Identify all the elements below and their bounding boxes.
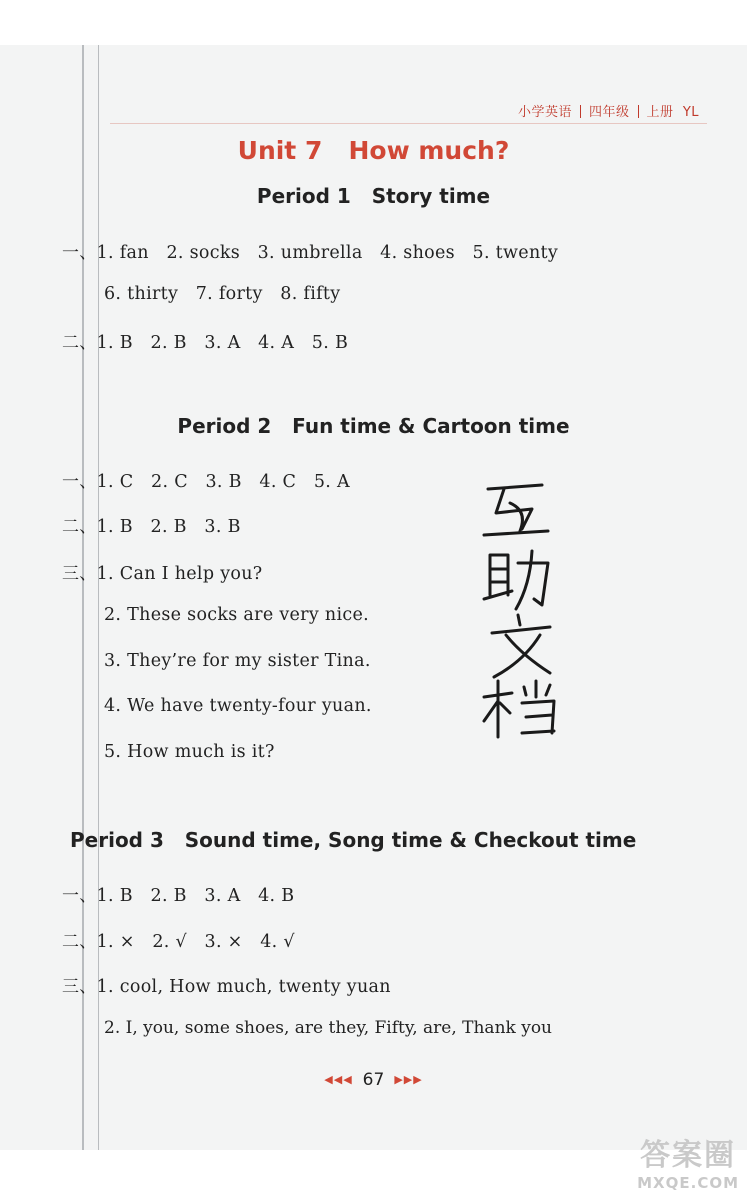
answer-line: [104, 696, 372, 716]
answer-text: 1. B 2. B 3. B: [96, 517, 241, 537]
header-edition: YL: [682, 105, 699, 120]
answer-line: [104, 651, 371, 671]
header-volume: 上册: [646, 105, 674, 120]
header-subject: 小学英语: [518, 105, 573, 120]
answer-text: 1. C 2. C 3. B 4. C 5. A: [96, 472, 350, 492]
answer-text: 1. Can I help you?: [96, 564, 263, 584]
answer-text: 1. × 2. √ 3. × 4. √: [96, 932, 295, 952]
section-marker: 三、: [62, 977, 97, 997]
answer-text: 2. These socks are very nice.: [104, 605, 369, 625]
section-marker: 一、: [62, 472, 97, 492]
answer-text: 2. I, you, some shoes, are they, Fifty, are, Thank you: [104, 1018, 553, 1038]
header-separator: [580, 105, 581, 118]
answer-text: 3. They’re for my sister Tina.: [104, 651, 371, 671]
answer-text: 1. fan 2. socks 3. umbrella 4. shoes 5. twenty: [96, 243, 559, 263]
period-3-title: Period 3 Sound time, Song time & Checkout time: [70, 828, 637, 852]
answer-line: [62, 512, 241, 537]
answer-text: 1. cool, How much, twenty yuan: [96, 977, 391, 997]
answer-text: 4. We have twenty-four yuan.: [104, 696, 372, 716]
page-footer: [0, 1070, 747, 1090]
answer-line: [62, 328, 348, 353]
answer-line: [62, 467, 350, 492]
answer-text: 1. B 2. B 3. A 4. B: [96, 886, 295, 906]
page-header: [518, 101, 699, 120]
period-2-title: Period 2 Fun time & Cartoon time: [177, 414, 570, 438]
section-marker: 三、: [62, 564, 97, 584]
watermark-top: 答案圈: [640, 1138, 737, 1173]
left-arrows-icon: ◀◀◀: [324, 1073, 353, 1086]
right-arrows-icon: ▶▶▶: [394, 1073, 423, 1086]
page-number: 67: [362, 1070, 385, 1090]
answer-line: [62, 881, 294, 906]
section-marker: 二、: [62, 932, 97, 952]
section-marker: 二、: [62, 517, 97, 537]
section-marker: 一、: [62, 243, 97, 263]
header-separator: [638, 105, 639, 118]
answer-text: 1. B 2. B 3. A 4. A 5. B: [96, 333, 349, 353]
answer-line: [62, 238, 558, 263]
period-1-title: Period 1 Story time: [256, 184, 491, 208]
answer-line: [104, 284, 340, 304]
handwritten-note: [470, 475, 570, 745]
watermark: [637, 1130, 739, 1192]
answer-line: [104, 605, 369, 625]
unit-title: Unit 7 How much?: [237, 136, 510, 165]
answer-line: [62, 927, 295, 952]
answer-line: [62, 972, 391, 997]
answer-text: 6. thirty 7. forty 8. fifty: [104, 284, 341, 304]
section-marker: 二、: [62, 333, 97, 353]
answer-line: [104, 742, 275, 762]
section-marker: 一、: [62, 886, 97, 906]
answer-line: [104, 1018, 552, 1038]
answer-text: 5. How much is it?: [104, 742, 275, 762]
header-grade: 四年级: [589, 105, 630, 120]
header-rule: [110, 123, 707, 124]
answer-line: [62, 559, 262, 584]
watermark-bottom: MXQE.COM: [637, 1174, 739, 1192]
